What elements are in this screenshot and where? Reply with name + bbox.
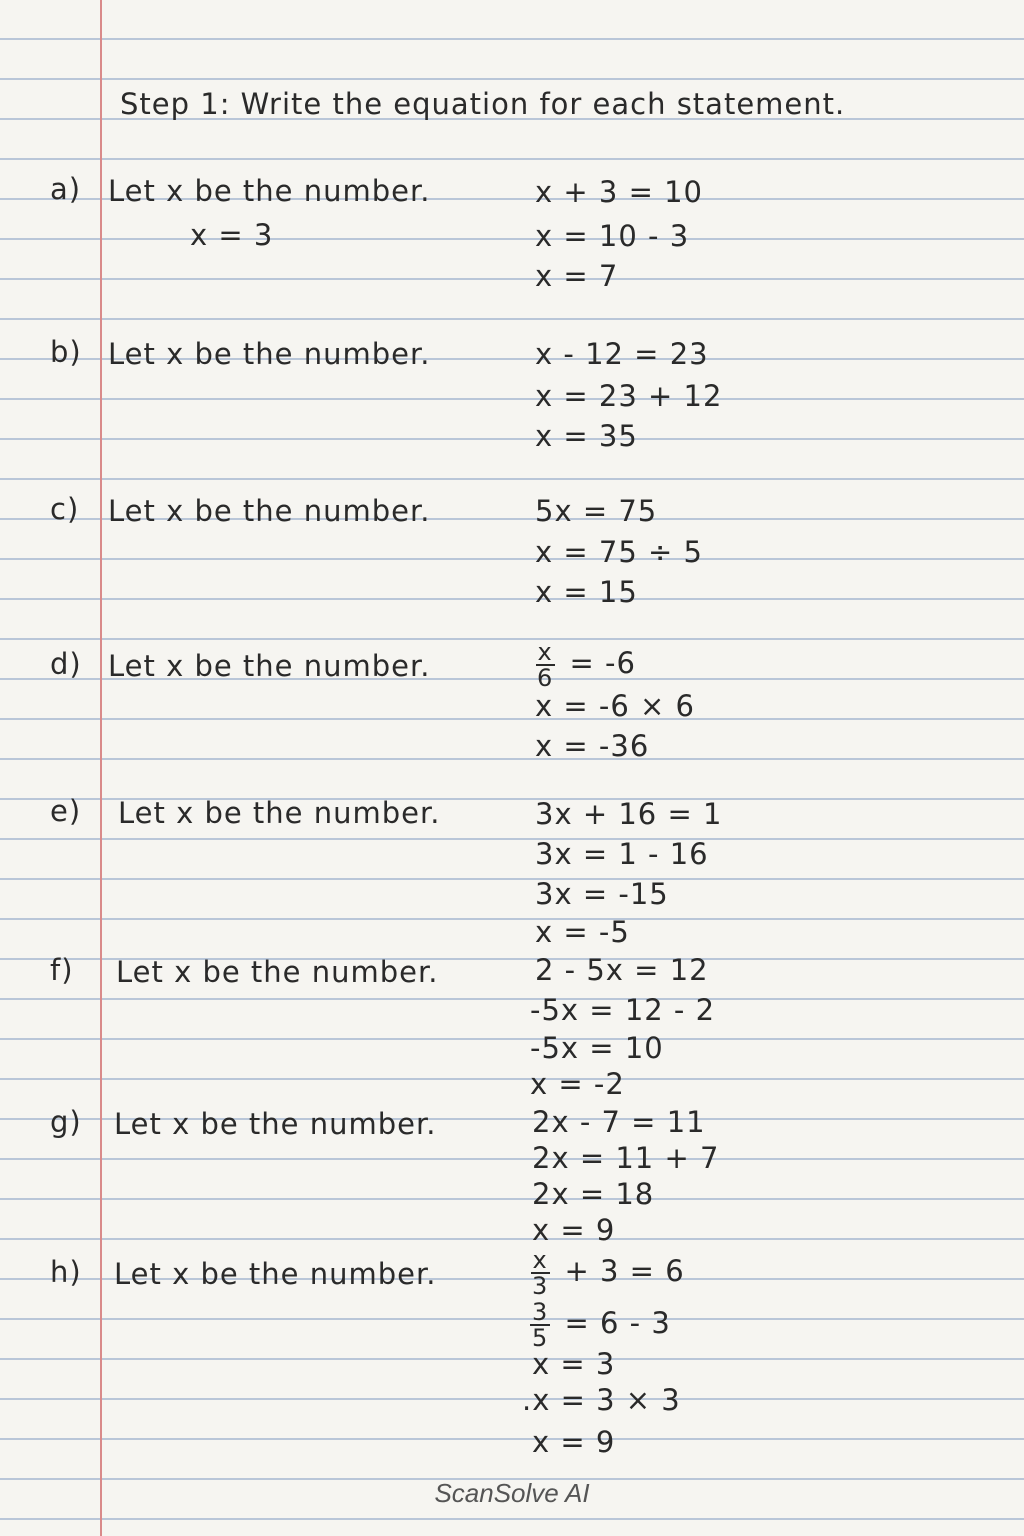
fraction-numerator: x [532, 1246, 548, 1274]
problem-statement-g: Let x be the number. [114, 1107, 437, 1141]
equation-line: x = -2 [530, 1067, 625, 1101]
equation-line: -5x = 12 - 2 [530, 993, 716, 1027]
equation-line: .x = 3 × 3 [522, 1383, 681, 1417]
fraction-equation [530, 1248, 685, 1298]
watermark-footer: ScanSolve AI [434, 1478, 590, 1508]
equation-rest: = 6 - 3 [564, 1306, 671, 1340]
problem-statement-e: Let x be the number. [118, 796, 441, 830]
margin-line [100, 0, 102, 1536]
fraction-denominator: 6 [537, 664, 554, 692]
equation-line: x - 12 = 23 [535, 337, 709, 371]
equation-line: 5x = 75 [535, 494, 658, 528]
equation-line: x = 7 [535, 259, 619, 293]
problem-label-f: f) [50, 953, 74, 987]
equation-line: 2x = 18 [532, 1177, 655, 1211]
equation-line: 2x - 7 = 11 [532, 1105, 706, 1139]
problem-statement-d: Let x be the number. [108, 649, 431, 683]
fraction-numerator: 3 [532, 1298, 549, 1326]
problem-statement-a: Let x be the number. [108, 174, 431, 208]
equation-line: x = 9 [532, 1425, 616, 1459]
equation-rest: = -6 [569, 646, 636, 680]
equation-line: x + 3 = 10 [535, 175, 703, 209]
equation-line: -5x = 10 [530, 1031, 664, 1065]
problem-label-e: e) [50, 794, 82, 828]
fraction-equation [530, 1300, 671, 1350]
problem-statement-c: Let x be the number. [108, 494, 431, 528]
equation-line: 3x + 16 = 1 [535, 797, 723, 831]
equation-line: 2 - 5x = 12 [535, 953, 709, 987]
problem-label-c: c) [50, 492, 80, 526]
equation-line: x = 10 - 3 [535, 219, 690, 253]
fraction [530, 1248, 550, 1298]
fraction-numerator: x [537, 638, 553, 666]
equation-line: x = -6 × 6 [535, 689, 695, 723]
problem-label-b: b) [50, 335, 82, 369]
equation-line: 3x = 1 - 16 [535, 837, 709, 871]
equation-line: x = 75 ÷ 5 [535, 535, 703, 569]
equation-line: 2x = 11 + 7 [532, 1141, 720, 1175]
fraction-equation [535, 640, 636, 690]
equation-rest: + 3 = 6 [564, 1254, 685, 1288]
equation-line: x = 15 [535, 575, 638, 609]
problem-label-d: d) [50, 647, 82, 681]
fraction-denominator: 3 [532, 1272, 549, 1300]
problem-label-g: g) [50, 1105, 82, 1139]
equation-line: x = 35 [535, 419, 638, 453]
equation-line: x = -36 [535, 729, 650, 763]
problem-label-h: h) [50, 1255, 82, 1289]
page-title: Step 1: Write the equation for each statement. [120, 87, 846, 121]
problem-note-a: x = 3 [190, 218, 274, 252]
problem-label-a: a) [50, 172, 82, 206]
equation-line: x = -5 [535, 915, 630, 949]
problem-statement-h: Let x be the number. [114, 1257, 437, 1291]
fraction [535, 640, 555, 690]
fraction-denominator: 5 [532, 1324, 549, 1352]
problem-statement-b: Let x be the number. [108, 337, 431, 371]
equation-line: x = 9 [532, 1213, 616, 1247]
equation-line: x = 23 + 12 [535, 379, 723, 413]
fraction [530, 1300, 550, 1350]
equation-line: x = 3 [532, 1347, 616, 1381]
equation-line: 3x = -15 [535, 877, 669, 911]
problem-statement-f: Let x be the number. [116, 955, 439, 989]
